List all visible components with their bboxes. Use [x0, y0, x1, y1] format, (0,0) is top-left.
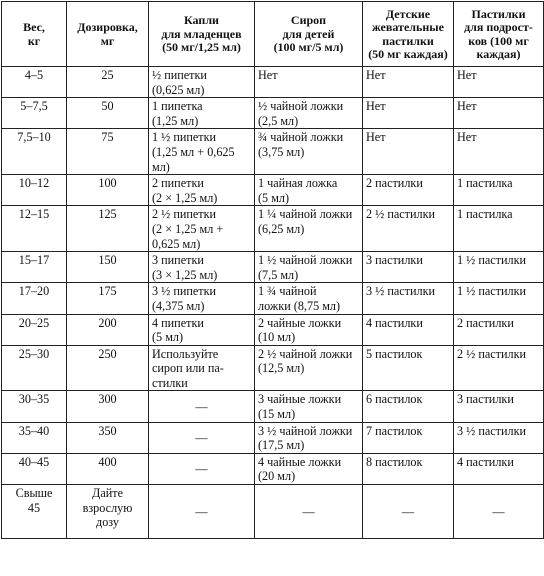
cell-text: 1 ½ чайной ложки (7,5 мл) [258, 253, 353, 282]
table-row [2, 175, 544, 206]
cell-infant-drops [149, 175, 255, 206]
cell-weight [2, 345, 67, 391]
cell-infant-drops [149, 391, 255, 422]
cell-weight [2, 252, 67, 283]
cell-text: 1 ¾ чайной ложки (8,75 мл) [258, 284, 341, 313]
cell-chewable-tablets [363, 67, 454, 98]
cell-text: 1 ½ пипетки (1,25 мл + 0,625 мл) [152, 130, 235, 174]
table-body [2, 67, 544, 539]
cell-text: 5 пастилок [366, 346, 423, 361]
cell-text: ¾ чайной ложки (3,75 мл) [258, 130, 344, 159]
cell-teen-tablets [454, 422, 544, 453]
cell-infant-drops [149, 453, 255, 484]
header-row [2, 2, 544, 67]
cell-weight [2, 422, 67, 453]
cell-text: 6 пастилок [366, 392, 423, 407]
cell-infant-drops [149, 98, 255, 129]
cell-child-syrup [255, 175, 363, 206]
cell-teen-tablets [454, 67, 544, 98]
cell-text: 2 чайные ложки (10 мл) [258, 315, 342, 345]
cell-chewable-tablets [363, 129, 454, 175]
cell-infant-drops [149, 252, 255, 283]
table-row [2, 422, 544, 453]
cell-text: 10–12 [18, 176, 50, 191]
cell-text: 1 пипетка (1,25 мл) [152, 99, 203, 128]
cell-text: — [302, 504, 315, 519]
cell-text: 8 пастилок [366, 454, 423, 469]
cell-teen-tablets [454, 98, 544, 129]
cell-text: ½ чайной ложки (2,5 мл) [258, 99, 344, 128]
cell-weight [2, 485, 67, 539]
cell-weight [2, 175, 67, 206]
cell-text: 4 пастилки [366, 315, 423, 330]
cell-dosage [67, 129, 149, 175]
cell-text: Нет [457, 130, 477, 145]
cell-text: Нет [258, 68, 278, 82]
cell-text: 3 чайные ложки (15 мл) [258, 392, 342, 422]
cell-weight [2, 98, 67, 129]
cell-teen-tablets [454, 391, 544, 422]
cell-text: — [401, 504, 415, 519]
cell-text: 7 пастилок [366, 423, 423, 438]
cell-text: 2 пастилки [366, 176, 423, 191]
cell-chewable-tablets [363, 453, 454, 484]
cell-teen-tablets [454, 175, 544, 206]
cell-text: 12–15 [18, 207, 50, 222]
cell-text: 40–45 [18, 454, 50, 469]
cell-text: 4 пастилки [457, 454, 514, 469]
cell-dosage [67, 98, 149, 129]
cell-weight [2, 206, 67, 252]
cell-text: Используйте сироп или па- стилки [152, 346, 224, 390]
cell-dosage [67, 252, 149, 283]
cell-text: 200 [98, 315, 117, 330]
cell-dosage [67, 422, 149, 453]
cell-dosage [67, 391, 149, 422]
cell-dosage [67, 485, 149, 539]
cell-text: 17–20 [18, 284, 50, 299]
cell-chewable-tablets [363, 252, 454, 283]
cell-chewable-tablets [363, 485, 454, 539]
cell-weight [2, 314, 67, 345]
cell-teen-tablets [454, 252, 544, 283]
cell-chewable-tablets [363, 206, 454, 252]
cell-dosage [67, 314, 149, 345]
cell-text: 3 ½ пипетки (4,375 мл) [152, 284, 217, 313]
cell-infant-drops [149, 283, 255, 314]
cell-child-syrup [255, 422, 363, 453]
cell-text: 50 [101, 99, 114, 114]
cell-child-syrup [255, 252, 363, 283]
cell-infant-drops [149, 345, 255, 391]
cell-infant-drops [149, 206, 255, 252]
cell-text: 25 [101, 68, 114, 82]
header-weight: Вес, кг [2, 2, 67, 67]
header-dosage: Дозировка, мг [67, 2, 149, 67]
cell-child-syrup [255, 67, 363, 98]
cell-text: 4 пипетки (5 мл) [152, 315, 204, 345]
cell-text: 3 ½ пастилки [366, 284, 436, 299]
cell-text: — [195, 462, 208, 477]
cell-child-syrup [255, 129, 363, 175]
cell-text: Свыше 45 [15, 486, 53, 515]
header-chewable-tablets: Детские жевательные пастилки (50 мг каждая) [363, 2, 454, 67]
cell-teen-tablets [454, 314, 544, 345]
cell-text: Нет [457, 68, 477, 82]
table-row [2, 98, 544, 129]
cell-infant-drops [149, 485, 255, 539]
cell-text: 2 пипетки (2 × 1,25 мл) [152, 176, 218, 205]
cell-chewable-tablets [363, 314, 454, 345]
cell-text: 20–25 [18, 315, 50, 330]
cell-text: 1 пастилка [457, 207, 513, 222]
cell-text: — [195, 430, 208, 445]
table-row [2, 314, 544, 345]
cell-text: 100 [98, 176, 117, 191]
cell-child-syrup [255, 485, 363, 539]
cell-text: Нет [366, 99, 386, 114]
cell-dosage [67, 283, 149, 314]
cell-chewable-tablets [363, 422, 454, 453]
cell-text: 3 пастилки [457, 392, 514, 407]
cell-chewable-tablets [363, 98, 454, 129]
cell-teen-tablets [454, 485, 544, 539]
cell-text: 3 пастилки [366, 253, 423, 268]
cell-text: 125 [98, 207, 117, 222]
table-row [2, 67, 544, 98]
cell-text: 3 ½ чайной ложки (17,5 мл) [258, 423, 353, 453]
cell-dosage [67, 206, 149, 252]
cell-text: 15–17 [18, 253, 50, 268]
cell-text: 35–40 [18, 423, 50, 438]
cell-dosage [67, 345, 149, 391]
cell-text: 5–7,5 [20, 99, 48, 114]
cell-child-syrup [255, 98, 363, 129]
cell-infant-drops [149, 67, 255, 98]
cell-text: Дайте взрослую дозу [82, 486, 133, 530]
header-infant-drops: Капли для младенцев (50 мг/1,25 мл) [149, 2, 255, 67]
cell-text: 7,5–10 [17, 130, 51, 145]
cell-text: Нет [366, 68, 386, 82]
cell-weight [2, 129, 67, 175]
cell-text: 3 ½ пастилки [457, 423, 527, 438]
cell-teen-tablets [454, 453, 544, 484]
cell-text: Нет [457, 99, 477, 114]
cell-dosage [67, 175, 149, 206]
dosage-table [1, 1, 544, 539]
cell-text: 1 ¼ чайной ложки (6,25 мл) [258, 207, 353, 236]
cell-text: 1 чайная ложка (5 мл) [258, 176, 338, 205]
cell-child-syrup [255, 206, 363, 252]
cell-child-syrup [255, 391, 363, 422]
cell-text: 1 ½ пастилки [457, 284, 527, 299]
header-teen-tablets: Пастилки для подрост- ков (100 мг каждая) [454, 2, 544, 67]
cell-chewable-tablets [363, 345, 454, 391]
cell-teen-tablets [454, 283, 544, 314]
cell-text: 25–30 [18, 346, 50, 361]
cell-weight [2, 391, 67, 422]
table-row [2, 206, 544, 252]
cell-text: 1 пастилка [457, 176, 513, 191]
cell-text: 2 пастилки [457, 315, 514, 330]
cell-text: 4 чайные ложки (20 мл) [258, 454, 342, 484]
table-row [2, 283, 544, 314]
cell-text: 1 ½ пастилки [457, 253, 527, 268]
cell-teen-tablets [454, 129, 544, 175]
cell-child-syrup [255, 453, 363, 484]
cell-text: 2 ½ пастилки [457, 346, 527, 361]
cell-weight [2, 283, 67, 314]
cell-text: 400 [98, 454, 117, 469]
cell-text: 2 ½ пастилки [366, 207, 436, 222]
header-child-syrup: Сироп для детей (100 мг/5 мл) [255, 2, 363, 67]
cell-dosage [67, 67, 149, 98]
cell-text: 350 [98, 423, 117, 438]
table-row [2, 129, 544, 175]
cell-dosage [67, 453, 149, 484]
cell-text: 75 [101, 130, 114, 145]
cell-weight [2, 453, 67, 484]
cell-text: ½ пипетки (0,625 мл) [152, 68, 207, 97]
cell-teen-tablets [454, 345, 544, 391]
cell-text: — [492, 504, 505, 519]
cell-text: — [195, 504, 208, 519]
cell-text: 2 ½ пипетки (2 × 1,25 мл + 0,625 мл) [152, 207, 224, 251]
cell-child-syrup [255, 345, 363, 391]
cell-chewable-tablets [363, 175, 454, 206]
table-row [2, 252, 544, 283]
cell-text: 150 [98, 253, 117, 268]
table-row [2, 391, 544, 422]
cell-text: Нет [366, 130, 386, 145]
cell-text: 3 пипетки (3 × 1,25 мл) [152, 253, 218, 282]
cell-text: 175 [98, 284, 117, 299]
cell-text: 300 [98, 392, 117, 407]
cell-text: 4–5 [24, 68, 44, 82]
cell-infant-drops [149, 314, 255, 345]
table-row [2, 453, 544, 484]
cell-child-syrup [255, 283, 363, 314]
cell-text: — [195, 399, 208, 414]
cell-weight [2, 67, 67, 98]
table-row [2, 485, 544, 539]
cell-chewable-tablets [363, 283, 454, 314]
cell-text: 30–35 [18, 392, 50, 407]
cell-text: 250 [98, 346, 117, 361]
cell-infant-drops [149, 129, 255, 175]
cell-infant-drops [149, 422, 255, 453]
cell-text: 2 ½ чайной ложки (12,5 мл) [258, 346, 353, 376]
table-row [2, 345, 544, 391]
cell-chewable-tablets [363, 391, 454, 422]
cell-child-syrup [255, 314, 363, 345]
cell-teen-tablets [454, 206, 544, 252]
